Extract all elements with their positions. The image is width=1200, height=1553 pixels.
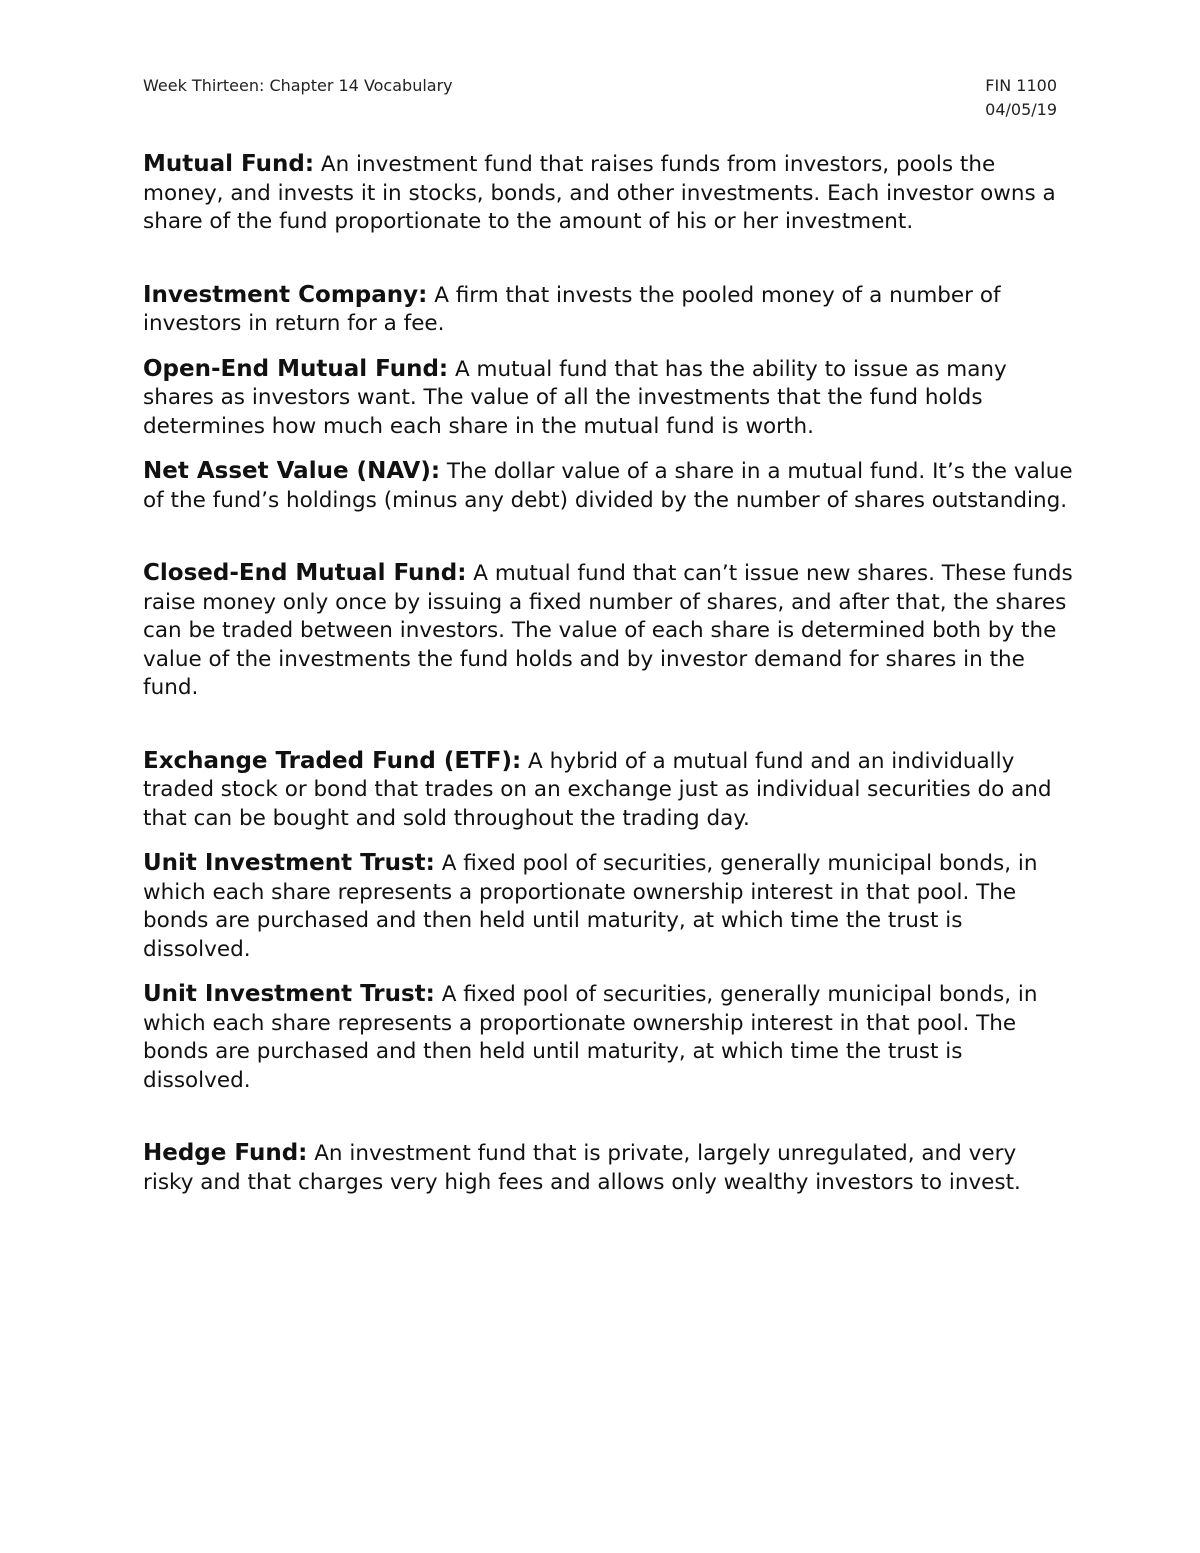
- vocab-term: Investment Company:: [143, 281, 428, 308]
- vocab-term: Exchange Traded Fund (ETF):: [143, 747, 522, 774]
- vocab-term: Unit Investment Trust:: [143, 850, 435, 876]
- vocab-term: Hedge Fund:: [143, 1140, 308, 1166]
- vocab-term: Net Asset Value (NAV):: [143, 458, 441, 484]
- header-course: FIN 1100: [985, 76, 1057, 95]
- vocab-term: Open-End Mutual Fund:: [143, 355, 449, 382]
- header-right-block: [985, 74, 1057, 122]
- vocab-entry-mutual-fund: [143, 150, 1073, 237]
- vocab-definition: A firm that invests the pooled money of a number of investors in return for a fee.: [143, 282, 1001, 336]
- vocab-definition: A fixed pool of securities, generally municipal bonds, in which each share represents a proportionate ownership interest in that pool. The bonds are purchased and then held until maturity, at which time the trust is dissolved.: [143, 851, 1038, 962]
- vocab-term: Mutual Fund:: [143, 151, 315, 177]
- vocab-entry-closed-end-mutual-fund: [143, 559, 1073, 703]
- vocab-definition: A mutual fund that can’t issue new shares. These funds raise money only once by issuing a fixed number of shares, and after that, the shares can be traded between investors. The value of each share is determined both by the value of the investments the fund holds and by investor demand for shares in the fund.: [143, 561, 1073, 700]
- header-title: Week Thirteen: Chapter 14 Vocabulary: [143, 76, 453, 95]
- vocab-entry-hedge-fund: [143, 1139, 1073, 1197]
- vocab-definition: An investment fund that is private, largely unregulated, and very risky and that charges very high fees and allows only wealthy investors to invest.: [143, 1141, 1021, 1195]
- vocab-entry-open-end-mutual-fund: [143, 355, 1073, 442]
- vocab-term: Closed-End Mutual Fund:: [143, 560, 467, 586]
- vocab-entry-unit-investment-trust-duplicate: [143, 980, 1073, 1095]
- vocab-entry-net-asset-value: [143, 457, 1073, 515]
- vocabulary-list: [143, 150, 1073, 1197]
- vocab-definition: A hybrid of a mutual fund and an individually traded stock or bond that trades on an exchange just as individual securities do and that can be bought and sold throughout the trading day.: [143, 748, 1052, 831]
- vocab-entry-investment-company: [143, 281, 1073, 339]
- vocab-entry-unit-investment-trust: [143, 849, 1073, 964]
- vocab-term: Unit Investment Trust:: [143, 981, 435, 1007]
- header-date: 04/05/19: [985, 100, 1057, 119]
- vocab-definition: The dollar value of a share in a mutual fund. It’s the value of the fund’s holdings (minus any debt) divided by the number of shares outstanding.: [143, 459, 1073, 513]
- vocab-definition: A mutual fund that has the ability to issue as many shares as investors want. The value of all the investments that the fund holds determines how much each share in the mutual fund is worth.: [143, 356, 1007, 439]
- vocab-definition: A fixed pool of securities, generally municipal bonds, in which each share represents a proportionate ownership interest in that pool. The bonds are purchased and then held until maturity, at which time the trust is dissolved.: [143, 982, 1038, 1093]
- vocab-entry-exchange-traded-fund: [143, 747, 1073, 834]
- vocab-definition: An investment fund that raises funds from investors, pools the money, and invests it in stocks, bonds, and other investments. Each investor owns a share of the fund proportionate to the amount of his or her investment.: [143, 152, 1056, 234]
